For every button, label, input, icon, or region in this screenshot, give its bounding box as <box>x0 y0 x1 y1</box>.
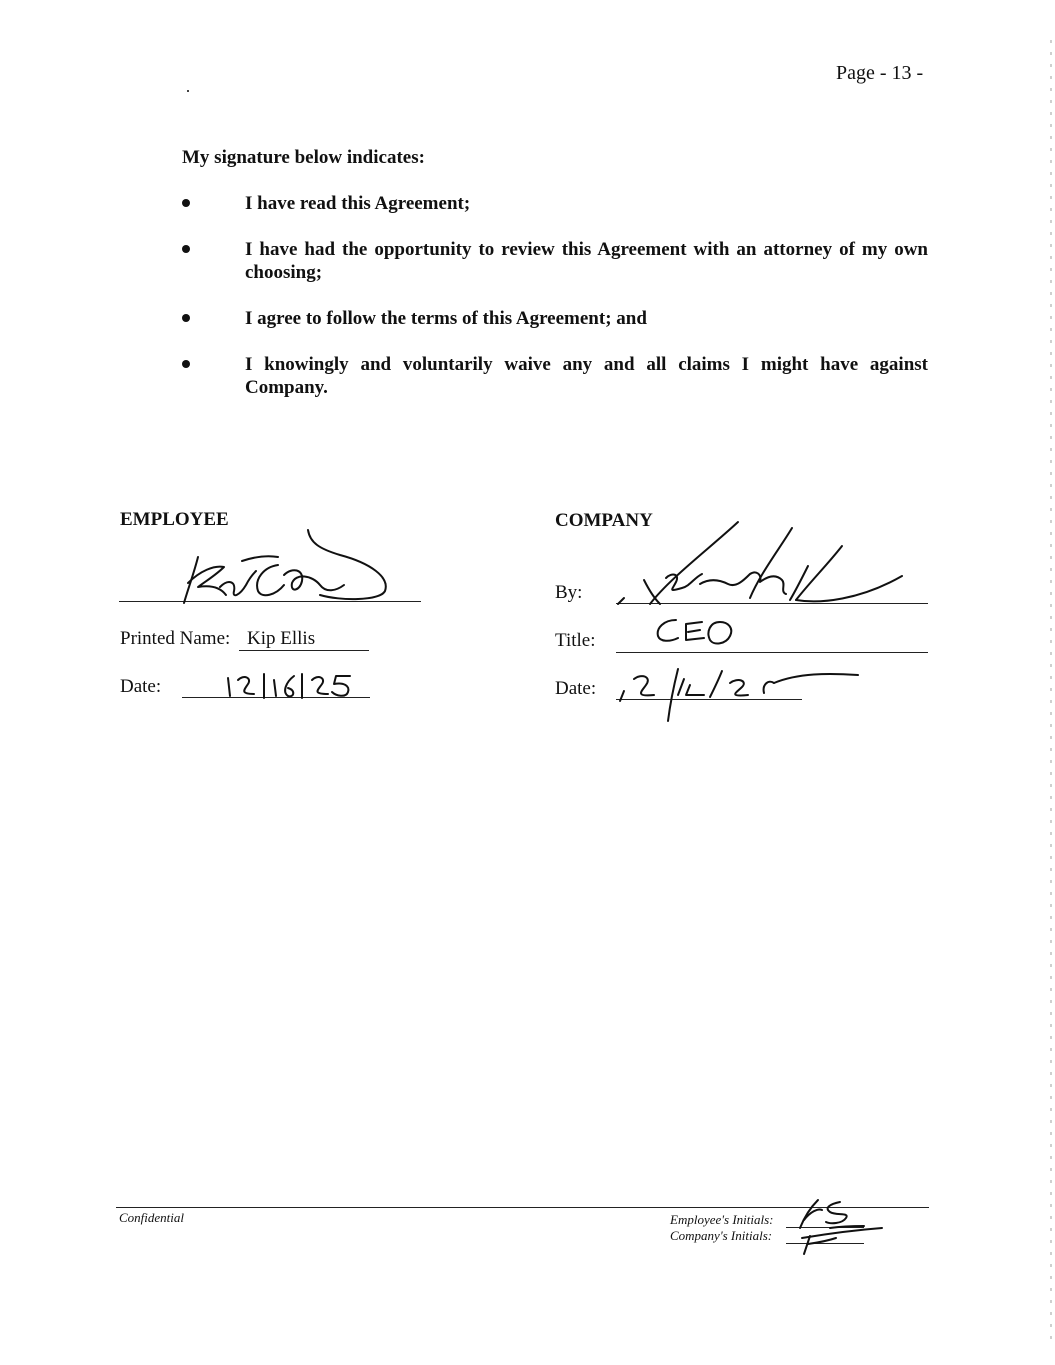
company-signature <box>610 518 910 618</box>
employee-date-handwriting <box>222 670 362 700</box>
bullet-icon <box>182 314 190 322</box>
employee-date-label: Date: <box>120 676 162 697</box>
employee-initials-label: Employee's Initials: <box>670 1212 774 1227</box>
printed-name-label: Printed Name: <box>120 628 231 649</box>
bullet-icon <box>182 245 190 253</box>
bullet-icon <box>182 360 190 368</box>
company-by-label: By: <box>555 582 583 603</box>
company-title-line <box>616 652 928 653</box>
list-item <box>182 238 928 284</box>
company-initials <box>796 1222 886 1256</box>
page-number: Page - 13 - <box>836 62 924 84</box>
printed-name-value: Kip Ellis <box>247 628 316 649</box>
employee-heading: EMPLOYEE <box>120 509 229 530</box>
printed-name-line <box>239 650 369 651</box>
signature-intro: My signature below indicates: <box>182 147 425 168</box>
list-item <box>182 307 928 330</box>
scan-artifact <box>187 90 189 92</box>
bullet-icon <box>182 199 190 207</box>
company-title-label: Title: <box>555 630 596 651</box>
scan-edge-marks <box>1050 40 1052 1340</box>
company-title-handwriting <box>650 614 740 650</box>
list-item-text: I have had the opportunity to review this Agreement with an attorney of my own choosing; <box>245 239 928 283</box>
company-initials-label: Company's Initials: <box>670 1228 773 1243</box>
list-item-text: I agree to follow the terms of this Agreement; and <box>245 308 647 329</box>
company-heading: COMPANY <box>555 510 653 531</box>
list-item <box>182 353 928 399</box>
employee-signature <box>180 525 395 610</box>
list-item-text: I have read this Agreement; <box>245 193 471 214</box>
acknowledgement-list <box>182 192 928 422</box>
list-item <box>182 192 928 215</box>
company-date-handwriting <box>618 665 863 725</box>
list-item-text: I knowingly and voluntarily waive any and all claims I might have against Company. <box>245 354 928 398</box>
company-date-label: Date: <box>555 678 597 699</box>
footer-confidential: Confidential <box>119 1210 184 1225</box>
